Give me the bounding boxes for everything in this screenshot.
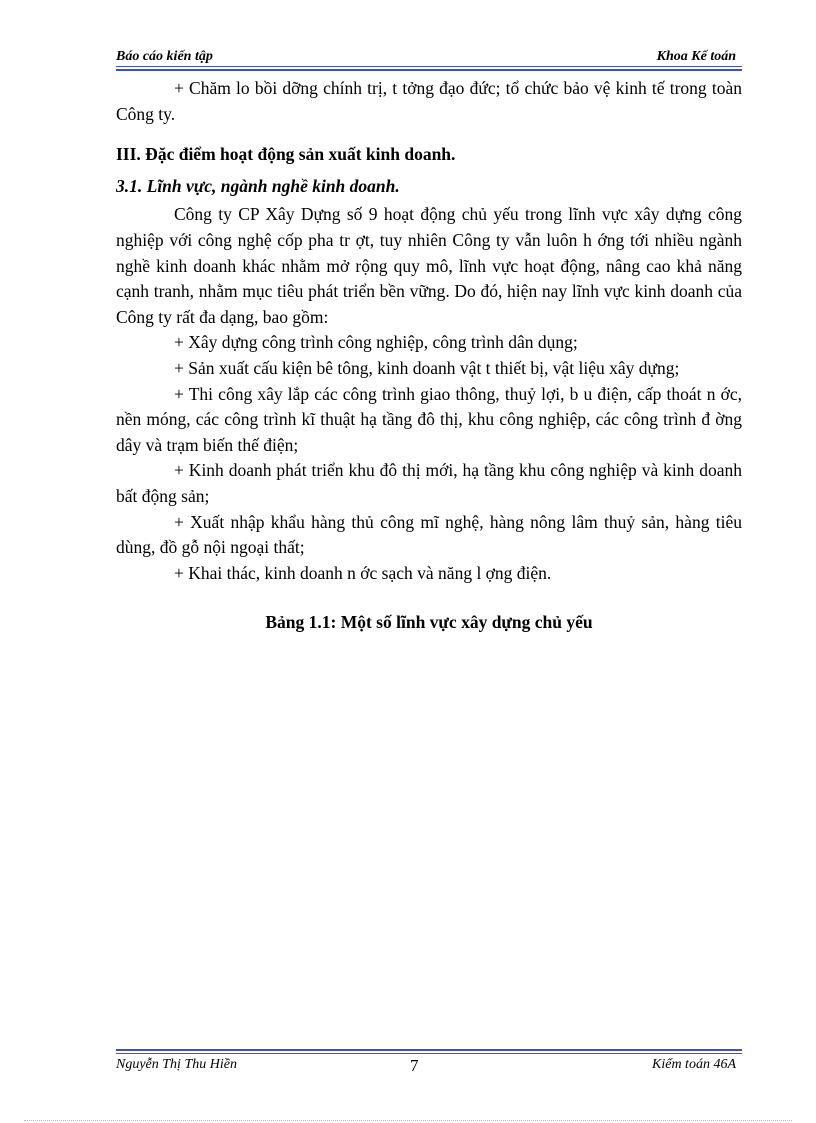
list-item: + Kinh doanh phát triển khu đô thị mới, hạ tầng khu công nghiệp và kinh doanh bất động sản; <box>116 460 742 506</box>
footer-class: Kiểm toán 46A <box>652 1057 736 1072</box>
footer-rule-thin <box>116 1053 742 1054</box>
page-header <box>116 49 742 67</box>
page-number: 7 <box>410 1056 419 1075</box>
header-department: Khoa Kế toán <box>656 49 736 64</box>
paragraph-business-overview: Công ty CP Xây Dựng số 9 hoạt động chủ yếu trong lĩnh vực xây dựng công nghiệp với công nghệ cốp pha tr ợt, tuy nhiên Công ty vẫn luôn h ớng tới nhiều ngành nghề kinh doanh khác nhằm mở rộng quy mô, lĩnh vực hoạt động, nâng cao khả năng cạnh tranh, nhằm mục tiêu phát triển bền vững. Do đó, hiện nay lĩnh vực kinh doanh của Công ty rất đa dạng, bao gồm: <box>116 204 742 327</box>
section-heading: III. Đặc điểm hoạt động sản xuất kinh doanh. <box>116 144 456 165</box>
header-report-title: Báo cáo kiến tập <box>116 49 213 64</box>
table-caption: Bảng 1.1: Một số lĩnh vực xây dựng chủ yếu <box>265 612 593 633</box>
page-edge-divider <box>24 1120 792 1121</box>
list-item: + Khai thác, kinh doanh n ớc sạch và năng l ợng điện. <box>174 562 552 583</box>
footer-rule-thick <box>116 1049 742 1051</box>
header-rule-thin <box>116 66 742 67</box>
list-item: + Xây dựng công trình công nghiệp, công trình dân dụng; <box>174 332 578 353</box>
paragraph-political-education: + Chăm lo bồi dỡng chính trị, t tởng đạo đức; tổ chức bảo vệ kinh tế trong toàn Công ty. <box>116 78 742 124</box>
list-item: + Thi công xây lắp các công trình giao thông, thuỷ lợi, b u điện, cấp thoát n ớc, nền móng, các công trình kĩ thuật hạ tầng đô thị, khu công nghiệp, các công trình đ ờng dây và trạm biến thế điện; <box>116 383 742 455</box>
subsection-heading: 3.1. Lĩnh vực, ngành nghề kinh doanh. <box>116 175 400 196</box>
list-item: + Xuất nhập khẩu hàng thủ công mĩ nghệ, hàng nông lâm thuỷ sản, hàng tiêu dùng, đồ gỗ nội ngoại thất; <box>116 511 742 558</box>
document-body <box>116 76 742 636</box>
page-footer <box>116 1057 742 1077</box>
header-rule-thick <box>116 69 742 71</box>
footer-author: Nguyễn Thị Thu Hiền <box>116 1057 237 1072</box>
list-item: + Sản xuất cấu kiện bê tông, kinh doanh vật t thiết bị, vật liệu xây dựng; <box>174 357 680 378</box>
